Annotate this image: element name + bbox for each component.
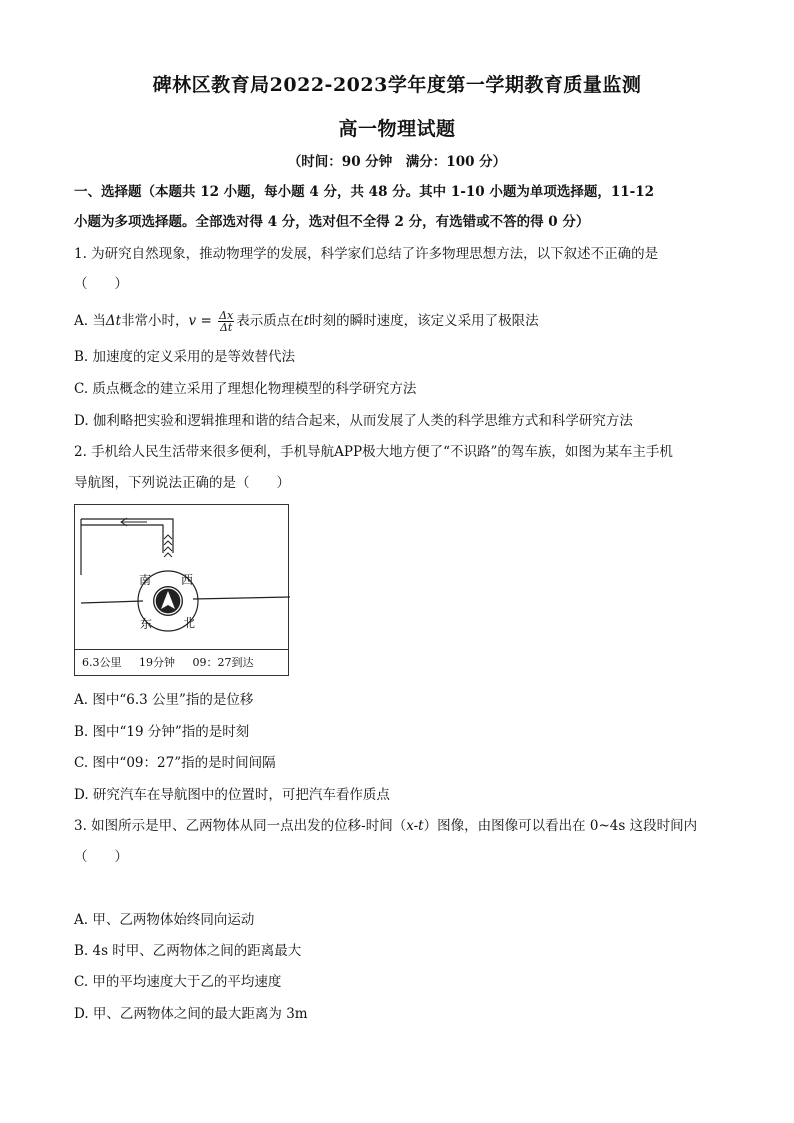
compass-east-label: 东 [140, 617, 153, 631]
q2-stem-line1: 2. 手机给人民生活带来很多便利，手机导航APP极大地方便了“不识路”的驾车族，如图为某车主手机 [74, 444, 673, 460]
q3-stem-line1 [74, 817, 697, 835]
q1-option-a-prefix: A. 当 [74, 313, 106, 329]
navigation-figure [74, 504, 289, 676]
q1-option-a-mid: 非常小时， [121, 313, 189, 329]
q1-stem-line2: （ ） [74, 276, 128, 292]
q1-delta-t: Δt [105, 313, 122, 329]
q1-option-d: D. 伽利略把实验和逻辑推理和谐的结合起来，从而发展了人类的科学思维方式和科学研究方法 [74, 413, 633, 429]
q2-stem-line2: 导航图，下列说法正确的是（ ） [74, 475, 290, 491]
q2-option-b: B. 图中“19 分钟”指的是时刻 [74, 724, 250, 740]
nav-arrival: 09：27到达 [192, 656, 254, 669]
road-lower [81, 601, 143, 603]
q3-option-b: B. 4s 时甲、乙两物体之间的距离最大 [74, 943, 302, 959]
q1-stem-line1: 1. 为研究自然现象，推动物理学的发展，科学家们总结了许多物理思想方法，以下叙述不正确的是 [74, 246, 659, 262]
q1-fraction [218, 310, 234, 333]
exam-time-info: （时间：90 分钟 满分：100 分） [287, 154, 507, 170]
q3-stem-post: ）图像，由图像可以看出在 0~4s 这段时间内 [423, 818, 698, 834]
q1-option-b: B. 加速度的定义采用的是等效替代法 [74, 349, 296, 365]
nav-distance: 6.3公里 [82, 656, 122, 669]
compass-west-label: 西 [181, 573, 194, 587]
exam-subtitle: 高一物理试题 [338, 118, 456, 140]
q1-option-a-post2: 时刻的瞬时速度，该定义采用了极限法 [309, 313, 539, 329]
route-chevrons-icon [164, 535, 172, 557]
q1-velocity-symbol: v [188, 313, 197, 329]
q1-option-c: C. 质点概念的建立采用了理想化物理模型的科学研究方法 [74, 381, 417, 397]
section-heading-line2: 小题为多项选择题。全部选对得 4 分，选对但不全得 2 分，有选错或不答的得 0 分） [74, 214, 590, 230]
navigation-info-bar [75, 649, 288, 675]
q1-equals: = [196, 313, 217, 329]
nav-duration: 19分钟 [139, 656, 175, 669]
route-inner [81, 525, 163, 553]
route-outer [81, 519, 173, 553]
q3-stem-pre: 3. 如图所示是甲、乙两物体从同一点出发的位移-时间（ [74, 818, 407, 834]
q1-fraction-denominator: Δt [219, 321, 233, 334]
q1-fraction-numerator: Δx [219, 309, 234, 322]
exam-title: 碑林区教育局2022-2023学年度第一学期教育质量监测 [152, 74, 642, 96]
section-heading-line1: 一、选择题（本题共 12 小题，每小题 4 分，共 48 分。其中 1-10 小题为单项选择题，11-12 [74, 184, 655, 200]
q3-xt-symbol: x-t [406, 818, 424, 834]
q1-option-a [74, 307, 539, 335]
road-right [193, 597, 290, 599]
q3-option-a: A. 甲、乙两物体始终同向运动 [74, 912, 255, 928]
q3-stem-line2: （ ） [74, 849, 128, 865]
compass-south-label: 南 [139, 573, 152, 587]
compass-north-label: 北 [183, 616, 196, 630]
q3-option-c: C. 甲的平均速度大于乙的平均速度 [74, 974, 282, 990]
q1-t-symbol: t [303, 313, 310, 329]
q2-option-c: C. 图中“09：27”指的是时间间隔 [74, 755, 276, 771]
q1-option-a-post1: 表示质点在 [236, 313, 304, 329]
q2-option-d: D. 研究汽车在导航图中的位置时，可把汽车看作质点 [74, 787, 390, 803]
q2-option-a: A. 图中“6.3 公里”指的是位移 [74, 692, 254, 708]
q3-option-d: D. 甲、乙两物体之间的最大距离为 3m [74, 1006, 308, 1022]
